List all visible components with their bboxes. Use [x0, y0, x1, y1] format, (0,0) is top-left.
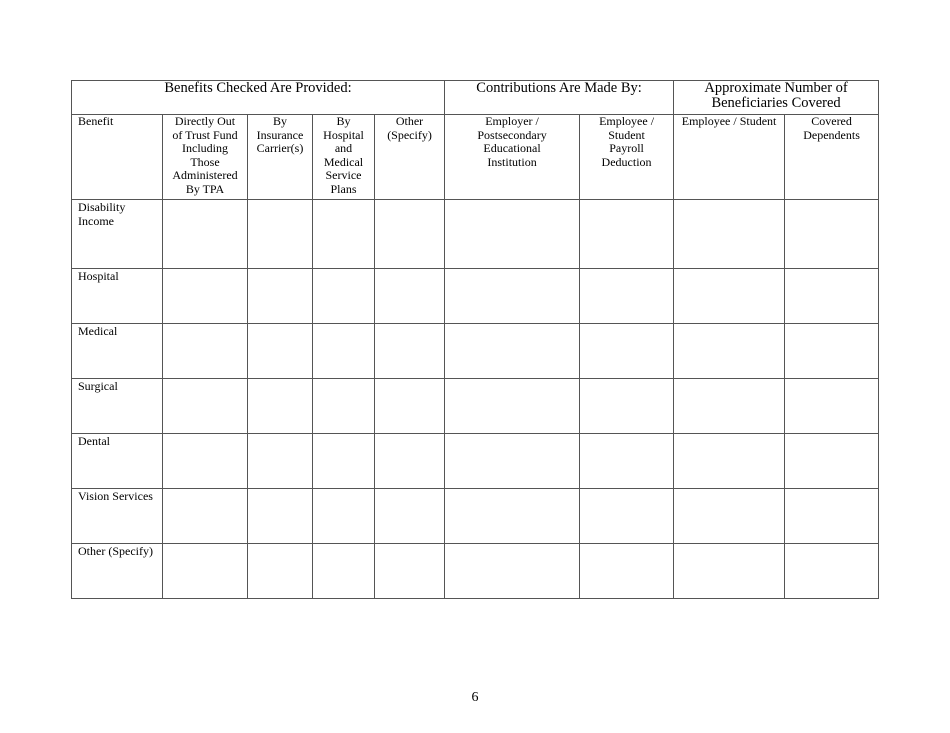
- table-row-vision-services: [72, 489, 879, 544]
- header-line: Carrier(s): [256, 141, 304, 155]
- checkbox-cell[interactable]: [313, 379, 375, 434]
- checkbox-cell[interactable]: [580, 379, 674, 434]
- header-line: Dependents: [803, 127, 860, 142]
- row-label-surgical: Surgical: [72, 379, 163, 434]
- checkbox-cell[interactable]: [163, 200, 248, 269]
- header-line: and: [334, 141, 353, 155]
- beneficiaries-header-line2: Beneficiaries Covered: [711, 95, 841, 111]
- checkbox-cell[interactable]: [248, 269, 313, 324]
- checkbox-cell[interactable]: [375, 269, 445, 324]
- header-line: Other: [395, 114, 424, 128]
- contributions-header: Contributions Are Made By:: [445, 81, 674, 115]
- checkbox-cell[interactable]: [375, 200, 445, 269]
- checkbox-cell[interactable]: [445, 544, 580, 599]
- checkbox-cell[interactable]: [445, 269, 580, 324]
- header-line: Hospital: [323, 127, 364, 142]
- count-cell[interactable]: [674, 544, 785, 599]
- count-cell[interactable]: [785, 489, 879, 544]
- checkbox-cell[interactable]: [445, 324, 580, 379]
- checkbox-cell[interactable]: [163, 434, 248, 489]
- header-line: (Specify): [387, 127, 432, 142]
- header-line: By: [272, 114, 287, 128]
- hospital-plans-column-header: [313, 115, 375, 200]
- row-label-hospital: Hospital: [72, 269, 163, 324]
- header-line: Institution: [487, 154, 537, 169]
- beneficiaries-header: [674, 81, 879, 115]
- checkbox-cell[interactable]: [313, 200, 375, 269]
- checkbox-cell[interactable]: [580, 269, 674, 324]
- checkbox-cell[interactable]: [313, 489, 375, 544]
- group-header-row: [72, 81, 879, 115]
- header-line: of Trust Fund: [172, 127, 238, 142]
- header-line: Payroll: [609, 141, 644, 155]
- checkbox-cell[interactable]: [445, 489, 580, 544]
- covered-dependents-column-header: [785, 115, 879, 200]
- header-line: Those: [190, 154, 220, 169]
- insurance-column-header: [248, 115, 313, 200]
- table-row-surgical: [72, 379, 879, 434]
- count-cell[interactable]: [674, 324, 785, 379]
- checkbox-cell[interactable]: [580, 544, 674, 599]
- page-number: 6: [471, 690, 479, 705]
- column-header-row: [72, 115, 879, 200]
- checkbox-cell[interactable]: [580, 434, 674, 489]
- checkbox-cell[interactable]: [313, 544, 375, 599]
- header-line: Directly Out: [174, 114, 236, 128]
- row-label-disability-income: [72, 200, 163, 269]
- table-row-other-specify: [72, 544, 879, 599]
- employer-column-header: [445, 115, 580, 200]
- row-label-other-specify: Other (Specify): [72, 544, 163, 599]
- checkbox-cell[interactable]: [313, 269, 375, 324]
- checkbox-cell[interactable]: [163, 489, 248, 544]
- checkbox-cell[interactable]: [375, 544, 445, 599]
- header-line: Employee /: [599, 114, 655, 128]
- checkbox-cell[interactable]: [580, 200, 674, 269]
- other-column-header: [375, 115, 445, 200]
- table-row-dental: [72, 434, 879, 489]
- table-row-disability-income: [72, 200, 879, 269]
- checkbox-cell[interactable]: [248, 379, 313, 434]
- checkbox-cell[interactable]: [163, 269, 248, 324]
- benefit-column-header: Benefit: [72, 115, 163, 200]
- checkbox-cell[interactable]: [248, 200, 313, 269]
- header-line: Service: [325, 168, 362, 182]
- header-line: Insurance: [256, 127, 304, 142]
- checkbox-cell[interactable]: [580, 489, 674, 544]
- count-cell[interactable]: [785, 324, 879, 379]
- header-line: By: [336, 114, 351, 128]
- header-line: Postsecondary: [477, 127, 547, 142]
- header-line: Educational: [483, 141, 541, 155]
- checkbox-cell[interactable]: [248, 489, 313, 544]
- count-cell[interactable]: [785, 434, 879, 489]
- table-row-medical: [72, 324, 879, 379]
- checkbox-cell[interactable]: [375, 324, 445, 379]
- row-label-line: Disability: [78, 200, 126, 214]
- checkbox-cell[interactable]: [375, 489, 445, 544]
- employee-deduction-column-header: [580, 115, 674, 200]
- checkbox-cell[interactable]: [248, 544, 313, 599]
- checkbox-cell[interactable]: [163, 544, 248, 599]
- trust-fund-column-header: [163, 115, 248, 200]
- checkbox-cell[interactable]: [313, 434, 375, 489]
- checkbox-cell[interactable]: [445, 434, 580, 489]
- row-label-vision-services: Vision Services: [72, 489, 163, 544]
- table-row-hospital: [72, 269, 879, 324]
- count-cell[interactable]: [785, 269, 879, 324]
- checkbox-cell[interactable]: [248, 434, 313, 489]
- checkbox-cell[interactable]: [375, 434, 445, 489]
- checkbox-cell[interactable]: [248, 324, 313, 379]
- header-line: Including: [182, 141, 228, 155]
- checkbox-cell[interactable]: [580, 324, 674, 379]
- header-line: Covered: [811, 114, 852, 128]
- beneficiaries-header-line1: Approximate Number of: [704, 80, 848, 96]
- count-cell[interactable]: [674, 200, 785, 269]
- checkbox-cell[interactable]: [445, 379, 580, 434]
- header-line: By TPA: [185, 181, 225, 196]
- benefits-provided-header: Benefits Checked Are Provided:: [72, 81, 445, 115]
- row-label-line: Income: [78, 213, 114, 228]
- header-line: Student: [608, 127, 645, 142]
- employee-student-column-header: Employee / Student: [674, 115, 785, 200]
- count-cell[interactable]: [674, 269, 785, 324]
- checkbox-cell[interactable]: [375, 379, 445, 434]
- header-line: Administered: [172, 168, 238, 182]
- count-cell[interactable]: [674, 434, 785, 489]
- benefits-table: [71, 80, 879, 599]
- count-cell[interactable]: [785, 544, 879, 599]
- header-line: Plans: [330, 181, 357, 196]
- count-cell[interactable]: [785, 200, 879, 269]
- checkbox-cell[interactable]: [445, 200, 580, 269]
- row-label-medical: Medical: [72, 324, 163, 379]
- checkbox-cell[interactable]: [163, 379, 248, 434]
- header-line: Employer /: [485, 114, 539, 128]
- row-label-dental: Dental: [72, 434, 163, 489]
- header-line: Deduction: [601, 154, 652, 169]
- count-cell[interactable]: [785, 379, 879, 434]
- header-line: Medical: [323, 154, 364, 169]
- checkbox-cell[interactable]: [313, 324, 375, 379]
- checkbox-cell[interactable]: [163, 324, 248, 379]
- count-cell[interactable]: [674, 489, 785, 544]
- count-cell[interactable]: [674, 379, 785, 434]
